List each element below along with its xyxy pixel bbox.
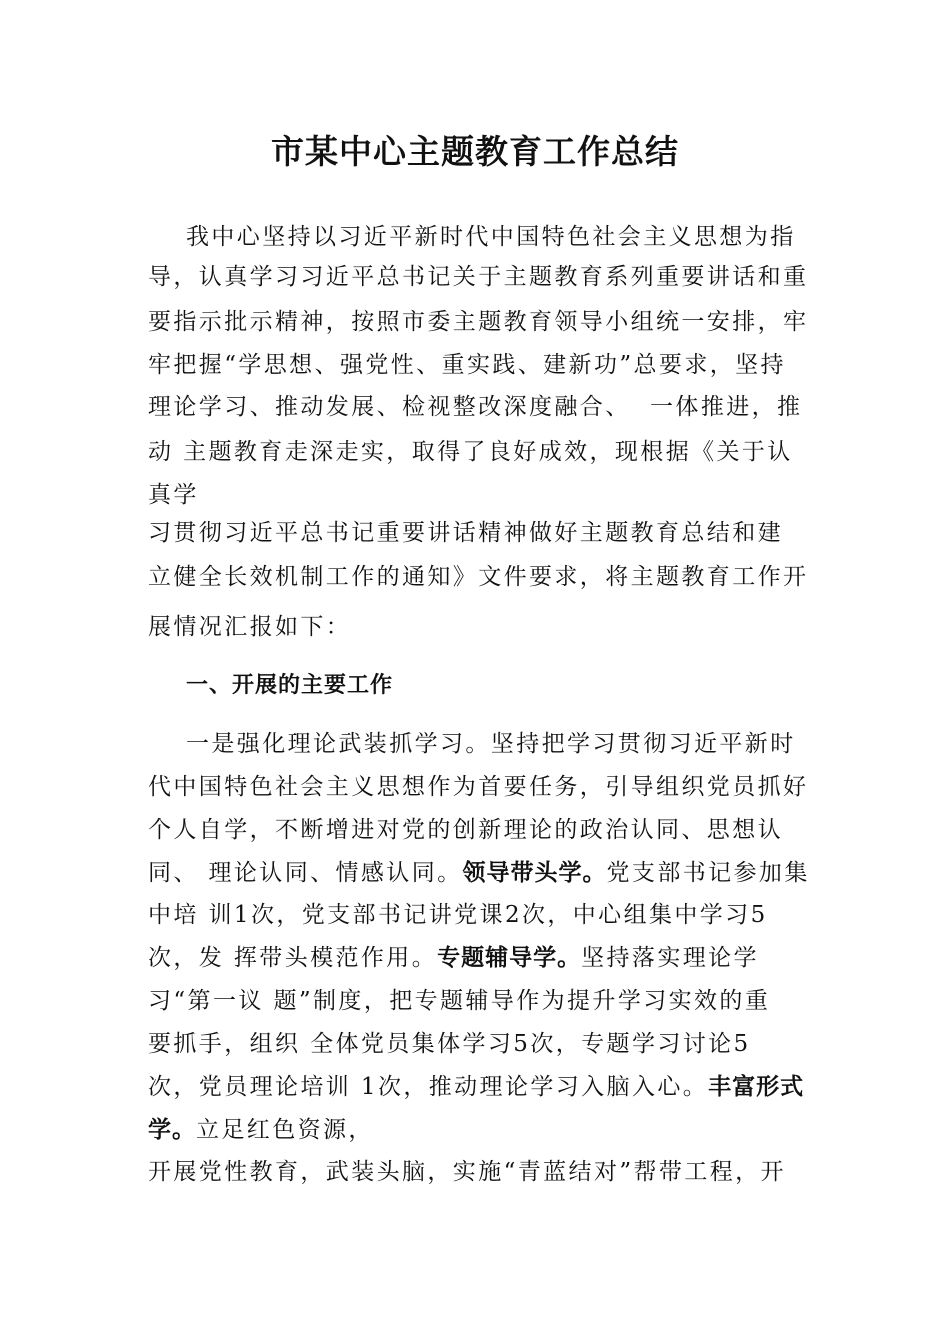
intro-line: 展情况汇报如下： <box>148 614 352 640</box>
section1-line <box>148 853 810 893</box>
section1-line <box>148 938 759 978</box>
section1-line: 代中国特色社会主义思想作为首要任务，引导组织党员抓好 <box>148 774 809 800</box>
body-text: 党支部书记参加集 <box>606 860 810 886</box>
bold-keyword: 学。 <box>148 1117 196 1143</box>
intro-line: 导，认真学习习近平总书记关于主题教育系列重要讲话和重 <box>148 264 809 290</box>
section1-line <box>148 1067 804 1107</box>
intro-line: 我中心坚持以习近平新时代中国特色社会主义思想为指 <box>186 224 796 250</box>
section-heading: 一、开展的主要工作 <box>186 673 394 698</box>
section1-line: 中培 训1次，党支部书记讲党课2次，中心组集中学习5 <box>148 902 768 928</box>
section1-line: 个人自学，不断增进对党的创新理论的政治认同、思想认 <box>148 817 783 843</box>
intro-line: 习贯彻习近平总书记重要讲话精神做好主题教育总结和建 <box>148 520 783 546</box>
bold-keyword: 丰富形式 <box>708 1074 805 1100</box>
section1-line <box>148 1110 374 1150</box>
bold-keyword: 专题辅导学。 <box>437 945 582 971</box>
intro-line: 理论学习、推动发展、检视整改深度融合、 一体推进，推 <box>148 394 803 420</box>
section1-line: 习“第一议 题”制度，把专题辅导作为提升学习实效的重 <box>148 988 771 1014</box>
document-title: 市某中心主题教育工作总结 <box>271 132 679 171</box>
intro-line: 要指示批示精神，按照市委主题教育领导小组统一安排，牢 <box>148 309 809 335</box>
intro-line: 牢把握“学思想、强党性、重实践、建新功”总要求，坚持 <box>148 352 786 378</box>
body-text: 次，发 挥带头模范作用。 <box>148 945 438 971</box>
body-text: 次，党员理论培训 1次，推动理论学习入脑入心。 <box>148 1074 709 1100</box>
body-text: 立足红色资源， <box>196 1117 374 1143</box>
bold-keyword: 领导带头学。 <box>462 860 607 886</box>
body-text: 坚持落实理论学 <box>581 945 759 971</box>
section1-line: 开展党性教育，武装头脑，实施“青蓝结对”帮带工程，开 <box>148 1159 786 1185</box>
intro-line: 动 主题教育走深走实，取得了良好成效，现根据《关于认 <box>148 439 793 465</box>
body-text: 同、 理论认同、情感认同。 <box>148 860 463 886</box>
intro-line: 真学 <box>148 482 199 508</box>
intro-line: 立健全长效机制工作的通知》文件要求，将主题教育工作开 <box>148 564 809 590</box>
section1-line: 要抓手，组织 全体党员集体学习5次，专题学习讨论5 <box>148 1031 751 1057</box>
section1-line: 一是强化理论武装抓学习。坚持把学习贯彻习近平新时 <box>186 731 796 757</box>
